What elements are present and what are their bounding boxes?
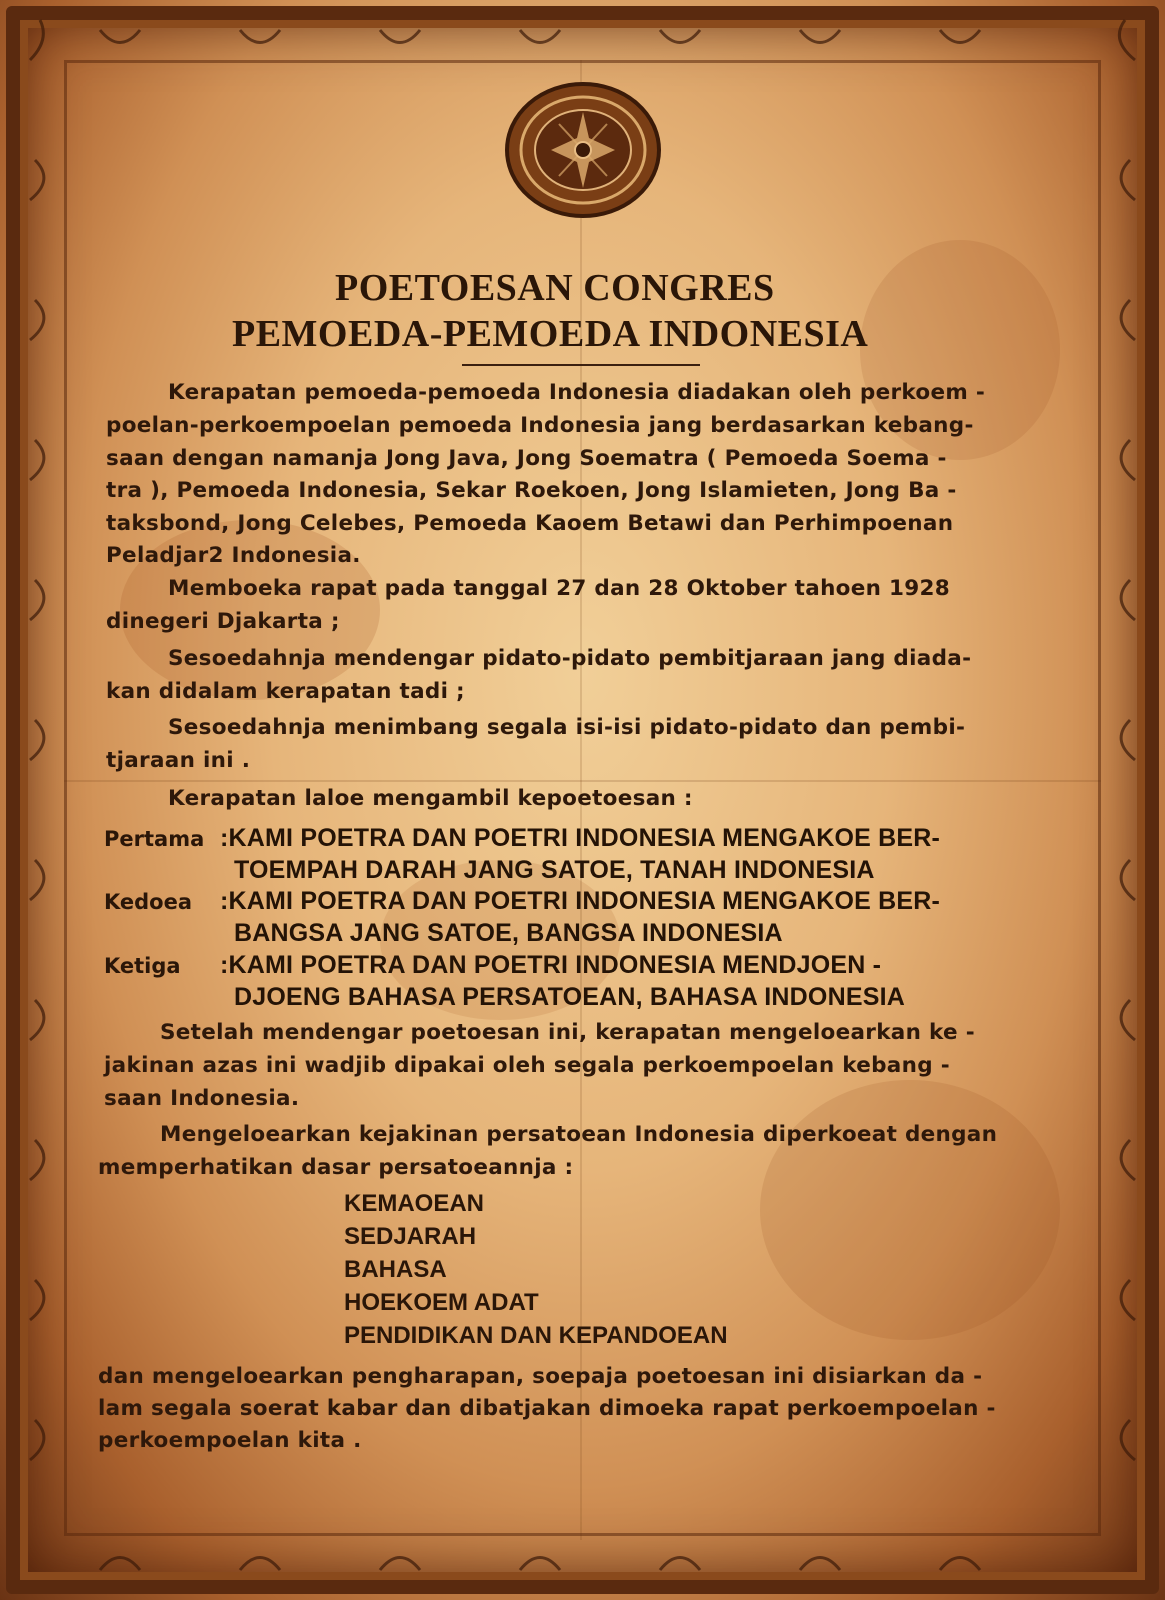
intro-line: Kerapatan pemoeda-pemoeda Indonesia diadakan oleh perkoem -	[168, 380, 986, 405]
declaration-label: Kedoea	[104, 890, 193, 914]
decision-line: Kerapatan laloe mengambil kepoetoesan :	[168, 786, 693, 811]
title-line-1: POETOESAN CONGRES	[335, 267, 775, 309]
basis-item: KEMAOEAN	[344, 1190, 485, 1217]
declaration-line: :KAMI POETRA DAN POETRI INDONESIA MENGAKOE BER-	[220, 887, 941, 915]
basis-item: HOEKOEM ADAT	[344, 1289, 539, 1316]
intro-line: saan dengan namanja Jong Java, Jong Soematra ( Pemoeda Soema -	[106, 446, 947, 471]
after-line: saan Indonesia.	[104, 1086, 300, 1111]
basis-item: SEDJARAH	[344, 1223, 477, 1250]
closing-line: lam segala soerat kabar dan dibatjakan dimoeka rapat perkoempoelan -	[98, 1396, 996, 1421]
after-line: Setelah mendengar poetoesan ini, kerapatan mengeloearkan ke -	[160, 1020, 975, 1045]
after-line: jakinan azas ini wadjib dipakai oleh segala perkoempoelan kebang -	[104, 1053, 950, 1078]
declaration-line: :KAMI POETRA DAN POETRI INDONESIA MENGAKOE BER-	[220, 824, 941, 852]
declaration-line: BANGSA JANG SATOE, BANGSA INDONESIA	[234, 919, 783, 947]
intro-line: Peladjar2 Indonesia.	[106, 543, 361, 568]
closing-line: dan mengeloearkan pengharapan, soepaja poetoesan ini disiarkan da -	[98, 1364, 983, 1389]
opening-line: Memboeka rapat pada tanggal 27 dan 28 Oktober tahoen 1928	[168, 576, 951, 601]
weighing-line: tjaraan ini .	[106, 748, 251, 773]
declaration-line: TOEMPAH DARAH JANG SATOE, TANAH INDONESIA	[234, 856, 875, 884]
intro-line: taksbond, Jong Celebes, Pemoeda Kaoem Betawi dan Perhimpoenan	[106, 511, 954, 536]
intro-line: tra ), Pemoeda Indonesia, Sekar Roekoen, Jong Islamieten, Jong Ba -	[106, 478, 957, 503]
title-line-2: PEMOEDA-PEMOEDA INDONESIA	[232, 313, 869, 355]
basis-item: BAHASA	[344, 1256, 447, 1283]
weighing-line: Sesoedahnja menimbang segala isi-isi pidato-pidato dan pembi-	[168, 715, 966, 740]
intro-line: poelan-perkoempoelan pemoeda Indonesia jang berdasarkan kebang-	[106, 413, 974, 438]
seal-icon	[503, 80, 663, 220]
hearing-line: Sesoedahnja mendengar pidato-pidato pembitjaraan jang diada-	[168, 646, 972, 671]
declaration-line: DJOENG BAHASA PERSATOEAN, BAHASA INDONESIA	[234, 983, 905, 1011]
title-underline	[462, 364, 700, 366]
hearing-line: kan didalam kerapatan tadi ;	[106, 679, 465, 704]
declaration-line: :KAMI POETRA DAN POETRI INDONESIA MENDJOEN -	[220, 951, 882, 979]
closing-line: perkoempoelan kita .	[98, 1428, 362, 1453]
declaration-label: Ketiga	[104, 954, 181, 978]
basis-item: PENDIDIKAN DAN KEPANDOEAN	[344, 1322, 728, 1349]
belief-line: memperhatikan dasar persatoeannja :	[98, 1155, 574, 1180]
opening-line: dinegeri Djakarta ;	[106, 609, 340, 634]
belief-line: Mengeloearkan kejakinan persatoean Indonesia diperkoeat dengan	[160, 1122, 998, 1147]
declaration-label: Pertama	[104, 827, 205, 851]
